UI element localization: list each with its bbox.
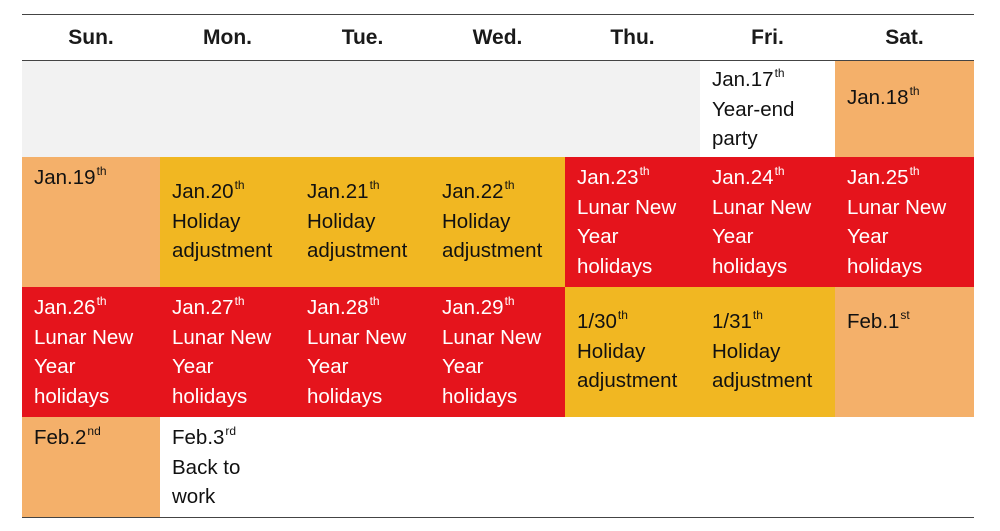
header-thu: Thu.	[610, 25, 655, 49]
day-note: adjustment	[712, 369, 813, 392]
date-label: Jan.23th	[577, 164, 650, 189]
week-row-4	[22, 417, 974, 518]
date-label: Jan.25th	[847, 164, 920, 189]
day-note: holidays	[307, 384, 383, 408]
day-note: holidays	[34, 384, 110, 408]
day-cell-jan-22	[430, 157, 565, 287]
date-label: Jan.29th	[442, 294, 515, 319]
day-cell-empty	[160, 61, 295, 157]
date-label: Jan.21th	[307, 178, 380, 203]
date-label: Feb.1st	[847, 308, 910, 333]
day-note: adjustment	[442, 239, 543, 262]
date-label: Jan.19th	[34, 164, 107, 189]
day-cell-empty	[430, 61, 565, 157]
week-row-3	[22, 287, 974, 417]
date-label: Jan.17th	[712, 66, 785, 91]
day-cell-jan-27	[160, 287, 295, 417]
header-sat: Sat.	[885, 25, 924, 49]
day-cell-feb-2	[22, 417, 160, 517]
day-note: Year	[307, 355, 349, 378]
date-label: Jan.27th	[172, 294, 245, 319]
day-note: Lunar New	[712, 195, 812, 219]
day-note: adjustment	[172, 239, 273, 262]
header-tue: Tue.	[341, 25, 384, 49]
date-label: Jan.26th	[34, 294, 107, 319]
day-note: holidays	[847, 254, 923, 278]
day-note: Year	[712, 225, 754, 248]
date-label: Feb.3rd	[172, 424, 237, 449]
day-note: Year	[34, 355, 76, 378]
day-note: party	[712, 127, 758, 150]
day-note: Lunar New	[307, 325, 407, 349]
date-label: 1/30th	[577, 308, 628, 333]
week-row-2	[22, 157, 974, 287]
day-cell-jan-23	[565, 157, 700, 287]
week-row-1	[22, 61, 974, 157]
day-note: holidays	[442, 384, 518, 408]
date-label: Feb.2nd	[34, 424, 101, 449]
day-cell-jan-20	[160, 157, 295, 287]
day-cell-jan-26	[22, 287, 160, 417]
day-note: Year	[847, 225, 889, 248]
header-fri: Fri.	[751, 25, 784, 49]
date-label: Jan.28th	[307, 294, 380, 319]
date-label: Jan.22th	[442, 178, 515, 203]
day-cell-jan-29	[430, 287, 565, 417]
header-wed: Wed.	[472, 25, 523, 49]
day-note: adjustment	[577, 369, 678, 392]
holiday-calendar	[22, 14, 974, 518]
day-cell-jan-30	[565, 287, 700, 417]
day-note: Lunar New	[847, 195, 947, 219]
day-note: Lunar New	[34, 325, 134, 349]
day-note: Lunar New	[577, 195, 677, 219]
day-cell-jan-18	[835, 61, 974, 157]
date-label: Jan.24th	[712, 164, 785, 189]
day-cell-empty	[295, 61, 430, 157]
day-note: Year	[442, 355, 484, 378]
day-cell-jan-21	[295, 157, 430, 287]
day-cell-empty	[835, 417, 974, 517]
header-sun: Sun.	[68, 25, 114, 49]
day-cell-feb-1	[835, 287, 974, 417]
day-note: Year	[172, 355, 214, 378]
day-note: holidays	[577, 254, 653, 278]
day-cell-jan-24	[700, 157, 835, 287]
day-cell-jan-19	[22, 157, 160, 287]
day-cell-empty	[430, 417, 565, 517]
day-note: Lunar New	[172, 325, 272, 349]
day-note: Lunar New	[442, 325, 542, 349]
day-note: Holiday	[442, 209, 511, 233]
weekday-header-row	[22, 14, 974, 61]
day-cell-empty	[565, 61, 700, 157]
day-cell-empty	[295, 417, 430, 517]
day-note: Year	[577, 225, 619, 248]
day-cell-jan-17	[700, 61, 835, 157]
day-note: Holiday	[712, 339, 781, 363]
day-note: holidays	[172, 384, 248, 408]
day-note: Back to	[172, 455, 241, 479]
day-cell-feb-3	[160, 417, 295, 517]
day-note: Holiday	[172, 209, 241, 233]
day-cell-jan-31	[700, 287, 835, 417]
date-label: 1/31th	[712, 308, 763, 333]
day-note: holidays	[712, 254, 788, 278]
day-cell-empty	[22, 61, 160, 157]
date-label: Jan.18th	[847, 84, 920, 109]
day-cell-jan-28	[295, 287, 430, 417]
day-note: work	[172, 485, 216, 508]
day-note: Holiday	[577, 339, 646, 363]
day-cell-jan-25	[835, 157, 974, 287]
day-note: Holiday	[307, 209, 376, 233]
header-mon: Mon.	[203, 25, 252, 49]
day-cell-empty	[700, 417, 835, 517]
day-note: Year-end	[712, 97, 795, 121]
day-note: adjustment	[307, 239, 408, 262]
date-label: Jan.20th	[172, 178, 245, 203]
day-cell-empty	[565, 417, 700, 517]
